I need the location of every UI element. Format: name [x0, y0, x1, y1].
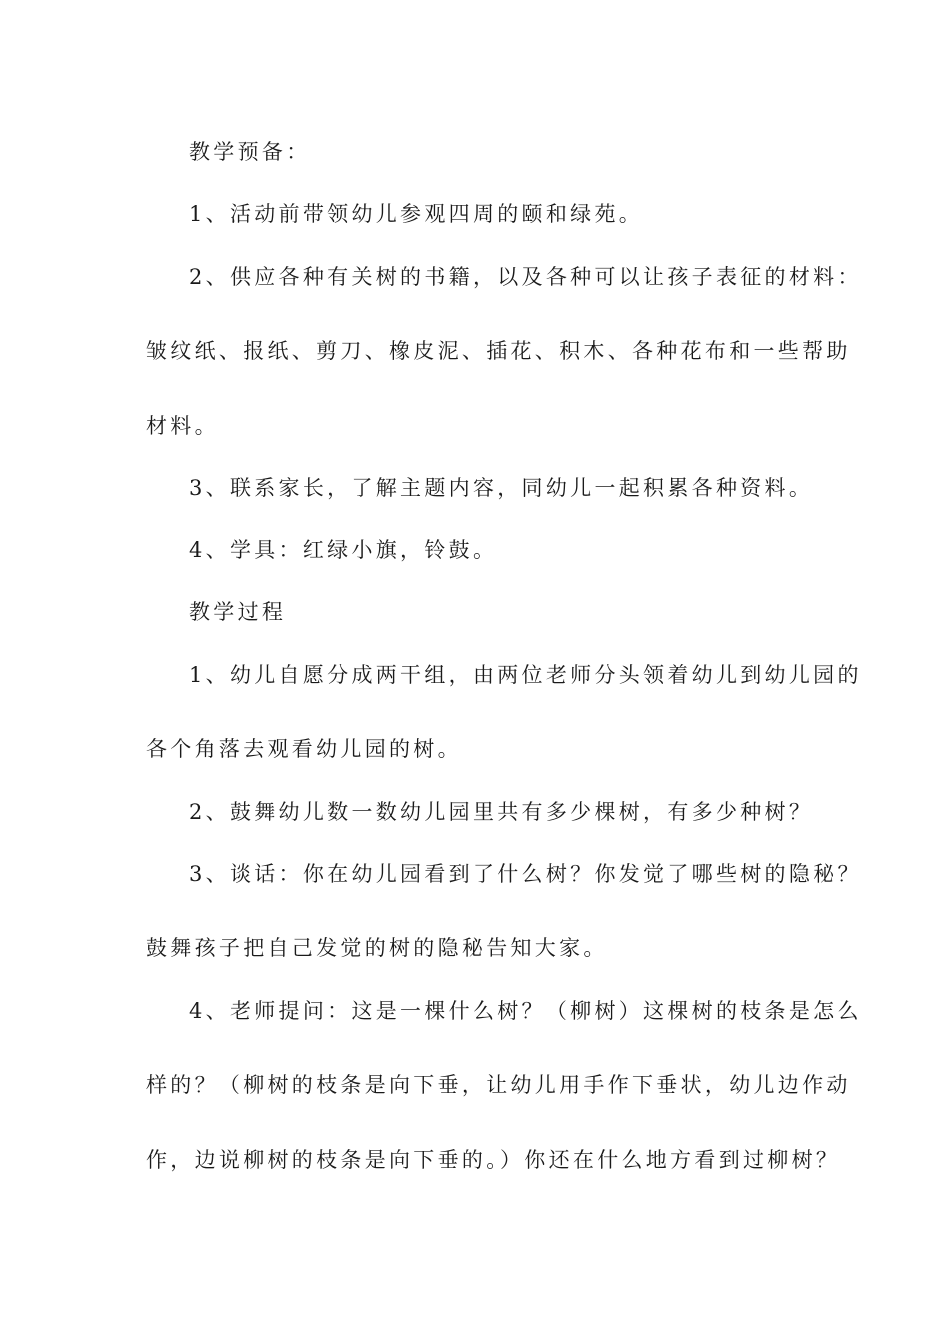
- section-heading-preparation: 教学预备：: [189, 140, 311, 164]
- paragraph-line: 3、谈话：你在幼儿园看到了什么树？你发觉了哪些树的隐秘？: [189, 862, 862, 886]
- paragraph-line: 各个角落去观看幼儿园的树。: [146, 737, 462, 761]
- paragraph-line: 皱纹纸、报纸、剪刀、橡皮泥、插花、积木、各种花布和一些帮助: [146, 339, 851, 363]
- paragraph-line: 4、学具：红绿小旗，铃鼓。: [189, 538, 498, 562]
- section-heading-process: 教学过程: [189, 600, 287, 624]
- paragraph-line: 样的？（柳树的枝条是向下垂，让幼儿用手作下垂状，幼儿边作动: [146, 1073, 851, 1097]
- paragraph-line: 3、联系家长，了解主题内容，同幼儿一起积累各种资料。: [189, 476, 814, 500]
- paragraph-line: 4、老师提问：这是一棵什么树？（柳树）这棵树的枝条是怎么: [189, 999, 862, 1023]
- paragraph-line: 2、供应各种有关树的书籍，以及各种可以让孩子表征的材料：: [189, 265, 862, 289]
- paragraph-line: 材料。: [146, 414, 219, 438]
- paragraph-line: 作，边说柳树的枝条是向下垂的。）你还在什么地方看到过柳树？: [146, 1148, 841, 1172]
- paragraph-line: 1、活动前带领幼儿参观四周的颐和绿苑。: [189, 202, 644, 226]
- paragraph-line: 1、幼儿自愿分成两干组，由两位老师分头领着幼儿到幼儿园的: [189, 663, 862, 687]
- paragraph-line: 鼓舞孩子把自己发觉的树的隐秘告知大家。: [146, 936, 608, 960]
- paragraph-line: 2、鼓舞幼儿数一数幼儿园里共有多少棵树，有多少种树？: [189, 800, 814, 824]
